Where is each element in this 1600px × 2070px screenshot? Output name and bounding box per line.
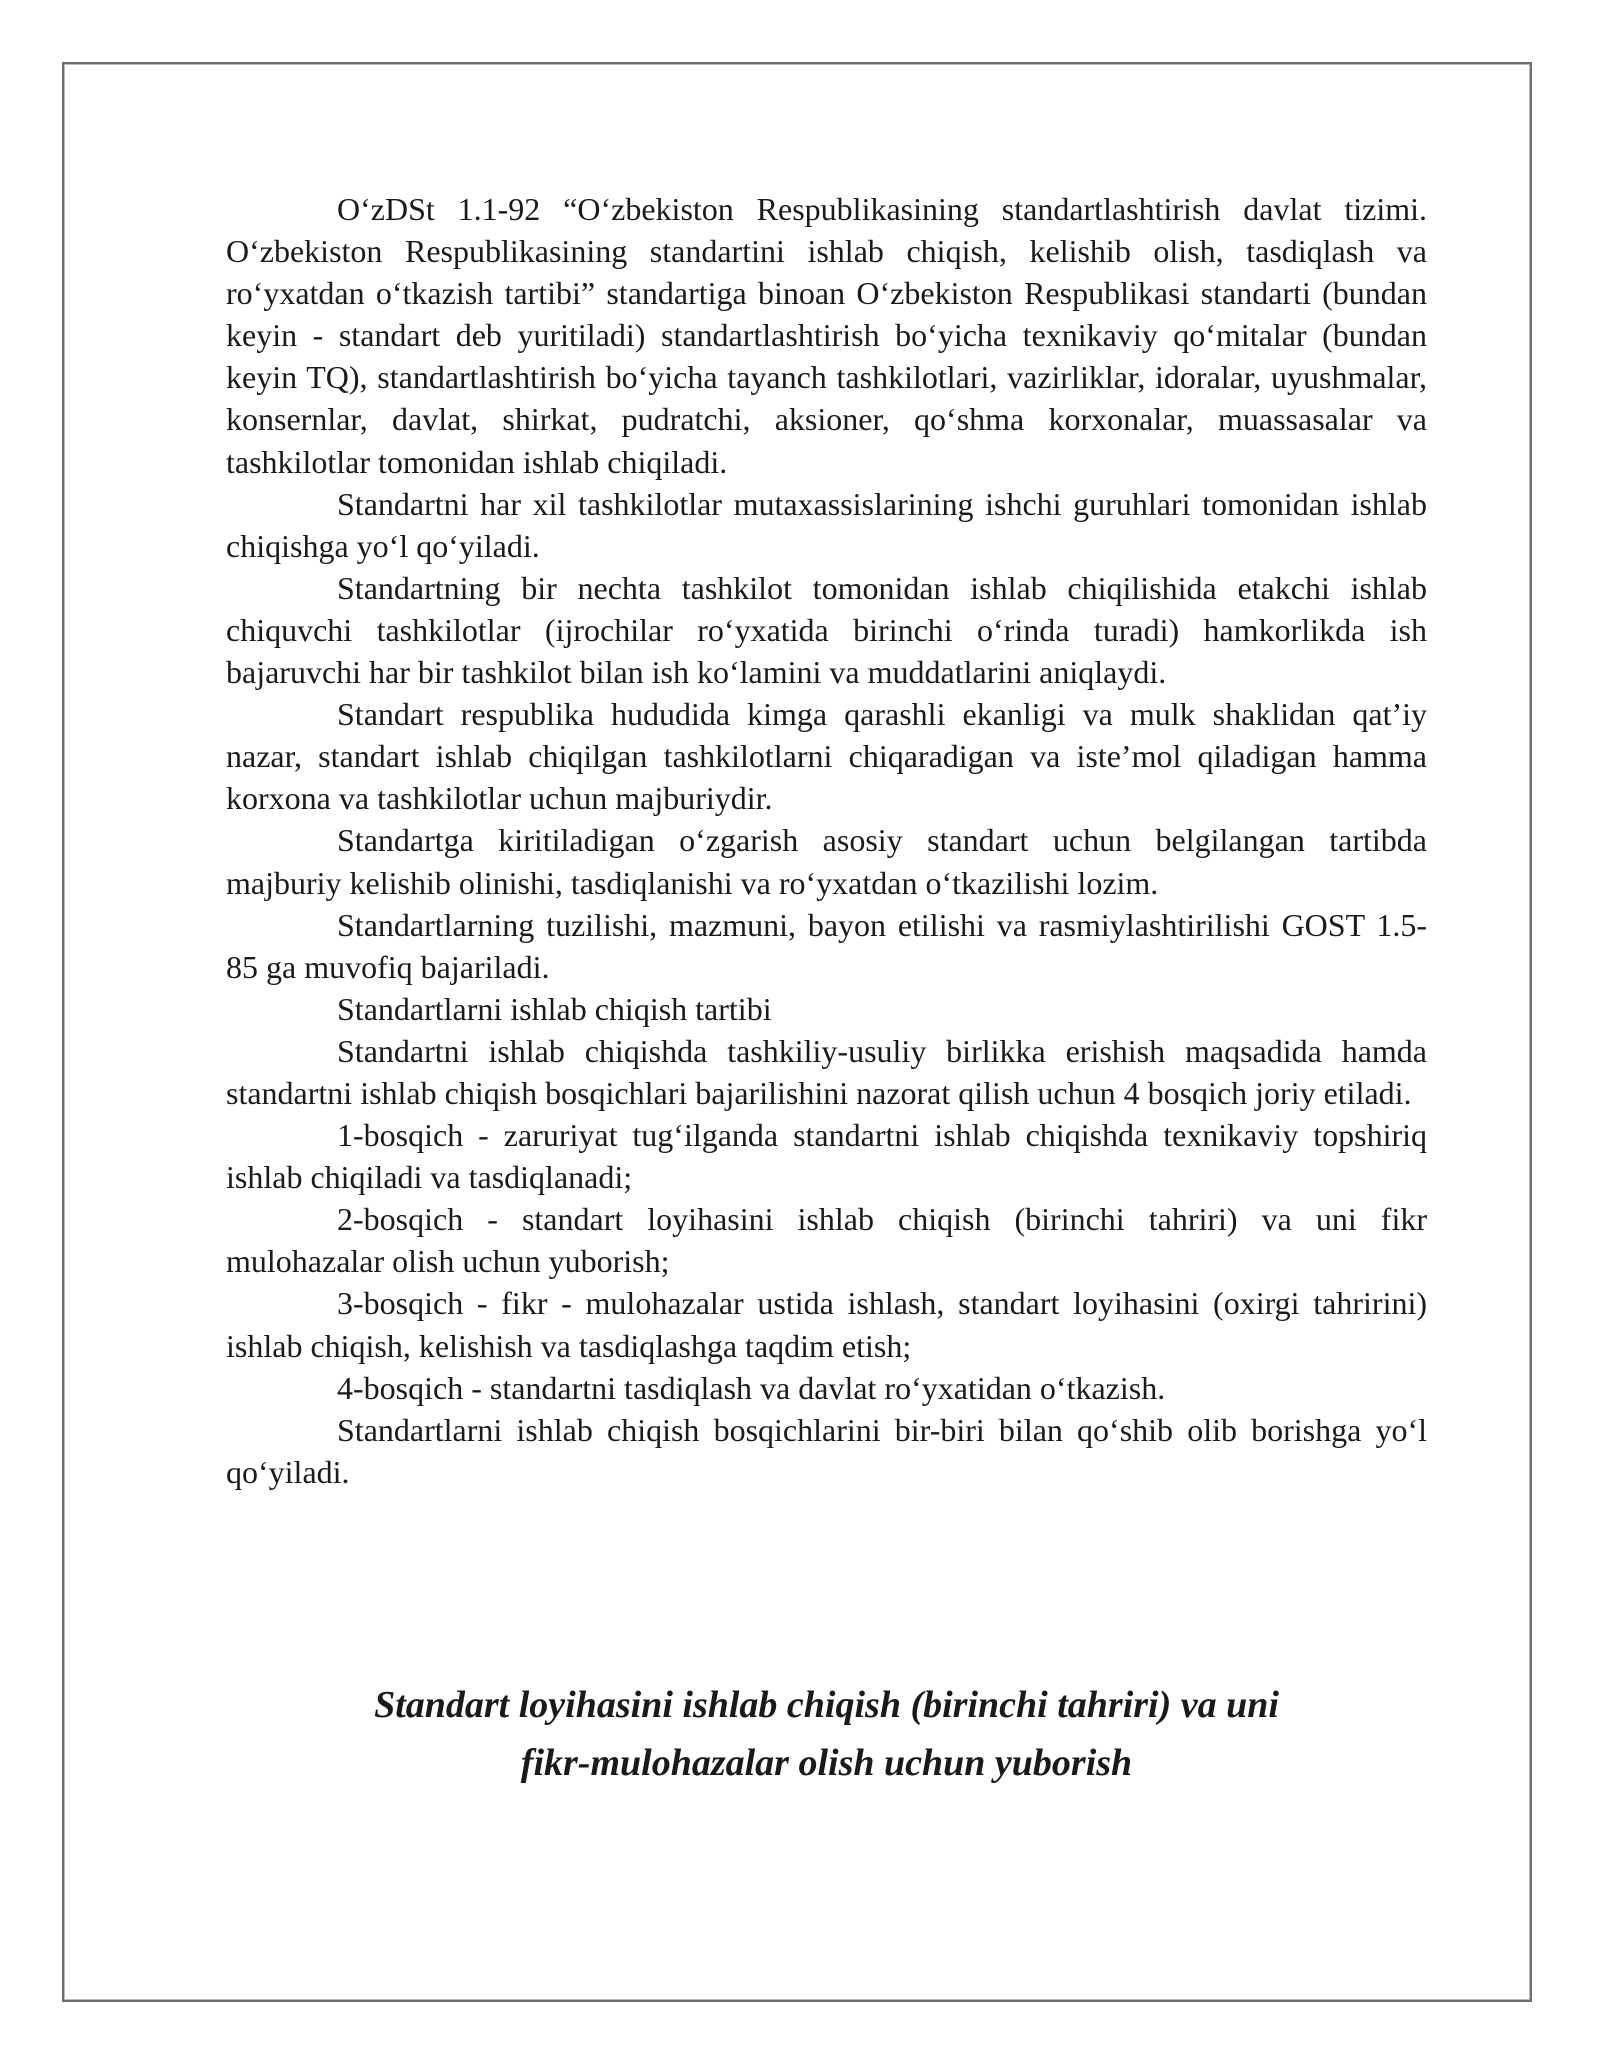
paragraph-stage-4: 4-bosqich - standartni tasdiqlash va davlat ro‘yxatidan o‘tkazish. xyxy=(337,1369,1166,1406)
paragraph-working-groups: Standartni har xil tashkilotlar mutaxassislarining ishchi guruhlari tomonidan ishlab chiqishga yo‘l qo‘yiladi. xyxy=(226,485,1427,564)
paragraph-four-stages: Standartni ishlab chiqishda tashkiliy-usuliy birlikka erishish maqsadida hamda standartni ishlab chiqish bosqichlari bajarilishini nazorat qilish uchun 4 bosqich joriy etiladi. xyxy=(226,1032,1427,1111)
paragraph-stage-1: 1-bosqich - zaruriyat tug‘ilganda standartni ishlab chiqishda texnikaviy topshiriq ishlab chiqiladi va tasdiqlanadi; xyxy=(226,1117,1427,1196)
section-heading-line-1: Standart loyihasini ishlab chiqish (birinchi tahriri) va uni xyxy=(374,1684,1279,1726)
paragraph-ozdst-standard: O‘zDSt 1.1-92 “O‘zbekiston Respublikasining standartlashtirish davlat tizimi. O‘zbekiston Respublikasining standartini ishlab chiqish, kelishib olish, tasdiqlash va ro‘yxatdan o‘tkazish tartibi” standartiga binoan O‘zbekiston Respublikasi standarti (bundan keyin - standart deb yuritiladi) standartlashtirish bo‘yicha texnikaviy qo‘mitalar (bundan keyin TQ), standartlashtirish bo‘yicha tayanch tashkilotlari, vazirliklar, idoralar, uyushmalar, konsernlar, davlat, shirkat, pudratchi, aksioner, qo‘shma korxonalar, muassasalar va tashkilotlar tomonidan ishlab chiqiladi. xyxy=(226,191,1427,480)
paragraph-procedure-title: Standartlarni ishlab chiqish tartibi xyxy=(337,990,772,1027)
paragraph-mandatory: Standart respublika hududida kimga qarashli ekanligi va mulk shaklidan qat’iy nazar, standart ishlab chiqilgan tashkilotlarni chiqaradigan va iste’mol qiladigan hamma korxona va tashkilotlar uchun majburiydir. xyxy=(226,696,1427,817)
section-heading xyxy=(226,1676,1427,1792)
section-heading-line-2: fikr-mulohazalar olish uchun yuborish xyxy=(520,1742,1133,1784)
document-body xyxy=(226,188,1427,1493)
paragraph-changes: Standartga kiritiladigan o‘zgarish asosiy standart uchun belgilangan tartibda majburiy kelishib olinishi, tasdiqlanishi va ro‘yxatdan o‘tkazilishi lozim. xyxy=(226,822,1427,901)
paragraph-structure-gost: Standartlarning tuzilishi, mazmuni, bayon etilishi va rasmiylashtirilishi GOST 1.5-85 ga muvofiq bajariladi. xyxy=(226,906,1427,985)
paragraph-stage-3: 3-bosqich - fikr - mulohazalar ustida ishlash, standart loyihasini (oxirgi tahririni) ishlab chiqish, kelishish va tasdiqlashga taqdim etish; xyxy=(226,1285,1427,1364)
paragraph-stage-2: 2-bosqich - standart loyihasini ishlab chiqish (birinchi tahriri) va uni fikr mulohazalar olish uchun yuborish; xyxy=(226,1201,1427,1280)
paragraph-combined-stages: Standartlarni ishlab chiqish bosqichlarini bir-biri bilan qo‘shib olib borishga yo‘l qo‘yiladi. xyxy=(226,1411,1427,1490)
paragraph-lead-organization: Standartning bir nechta tashkilot tomonidan ishlab chiqilishida etakchi ishlab chiquvchi tashkilotlar (ijrochilar ro‘yxatida birinchi o‘rinda turadi) hamkorlikda ish bajaruvchi har bir tashkilot bilan ish ko‘lamini va muddatlarini aniqlaydi. xyxy=(226,569,1427,691)
